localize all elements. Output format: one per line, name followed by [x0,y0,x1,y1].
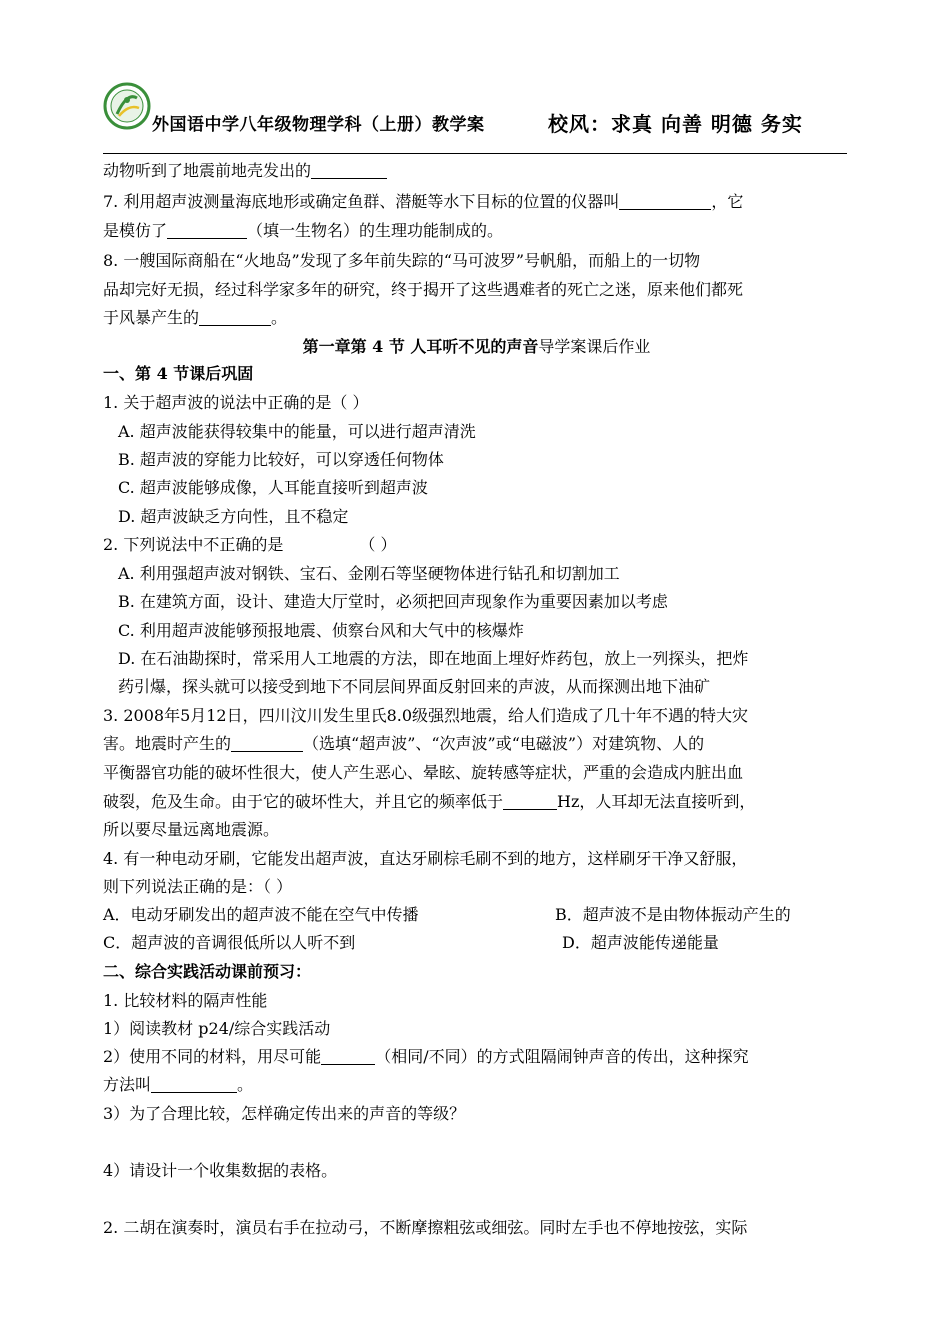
header-motto: 校风：求真 向善 明德 务实 [548,112,803,136]
text: （相同/不同）的方式阻隔闹钟声音的传出，这种探究 [375,1047,749,1066]
text: Hz，人耳却无法直接听到， [557,792,756,811]
answer-blank [199,309,271,326]
answer-blank [151,1076,237,1093]
text: 是模仿了 [103,221,168,240]
option-1a: A. 超声波能获得较集中的能量，可以进行超声清洗 [118,422,476,441]
question-3: 3. 2008年5月12日，四川汶川发生里氏8.0级强烈地震，给人们造成了几十年不遇的特大灾 [103,706,749,725]
question-8-end [103,307,850,329]
question-3-cont: 平衡器官功能的破坏性很大，使人产生恶心、晕眩、旋转感等症状，严重的会造成内脏出血 [103,763,744,782]
text: （填一生物名）的生理功能制成的。 [247,221,504,240]
text: 方法叫 [103,1075,152,1094]
text: 害。地震时产生的 [103,734,232,753]
option-2c: C. 利用超声波能够预报地震、侦察台风和大气中的核爆炸 [118,621,524,640]
text: 7. 利用超声波测量海底地形或确定鱼群、潜艇等水下目标的位置的仪器叫 [103,192,620,211]
activity-1: 1. 比较材料的隔声性能 [103,991,268,1010]
question-7 [103,191,850,213]
text: 动物听到了地震前地壳发出的 [103,161,312,180]
answer-blank [231,735,303,752]
header-divider [103,153,847,154]
option-2a: A. 利用强超声波对钢铁、宝石、金刚石等坚硬物体进行钻孔和切割加工 [118,564,620,583]
question-4-cont: 则下列说法正确的是：（ ） [103,877,293,896]
text: 于风暴产生的 [103,308,200,327]
question-7-cont [103,220,850,242]
text: ，它 [711,192,744,211]
question-8-cont: 品却完好无损，经过科学家多年的研究，终于揭开了这些遇难者的死亡之迷，原来他们都死 [103,280,744,299]
section-title-bold: 第一章第 4 节 人耳听不见的声音 [302,337,539,356]
question-8: 8. 一艘国际商船在“火地岛”发现了多年前失踪的“马可波罗”号帆船，而船上的一切物 [103,251,701,270]
activity-1-step4: 4）请设计一个收集数据的表格。 [103,1161,338,1180]
option-1b: B. 超声波的穿能力比较好，可以穿透任何物体 [118,450,444,469]
option-row [103,932,850,954]
header-title: 外国语中学八年级物理学科（上册）教学案 [152,115,485,135]
option-2b: B. 在建筑方面，设计、建造大厅堂时，必须把回声现象作为重要因素加以考虑 [118,592,668,611]
option-2d-cont: 药引爆，探头就可以接受到地下不同层间界面反射回来的声波，从而探测出地下油矿 [118,677,711,696]
question-1: 1. 关于超声波的说法中正确的是（ ） [103,393,369,412]
answer-blank [311,162,387,179]
activity-1-step2 [103,1046,850,1068]
question-3-cont [103,733,850,755]
option-4d: D．超声波能传递能量 [562,933,719,952]
answer-blank [321,1048,375,1065]
option-1c: C. 超声波能够成像，人耳能直接听到超声波 [118,478,428,497]
text: 破裂，危及生命。由于它的破坏性大，并且它的频率低于 [103,792,504,811]
school-logo [103,82,151,130]
section-title [103,336,850,358]
question-3-end: 所以要尽量远离地震源。 [103,820,280,839]
option-row [103,904,850,926]
text: （ ） [359,535,397,554]
activity-2: 2. 二胡在演奏时，演员右手在拉动弓，不断摩擦粗弦或细弦。同时左手也不停地按弦，实际 [103,1218,748,1237]
option-2d: D. 在石油勘探时，常采用人工地震的方法，即在地面上埋好炸药包，放上一列探头，把炸 [118,649,749,668]
activity-1-step2-cont [103,1074,850,1096]
text: （选填“超声波”、“次声波”或“电磁波”）对建筑物、人的 [303,734,705,753]
text-line [103,160,850,182]
text: 。 [271,308,288,327]
text: 2. 下列说法中不正确的是 [103,535,284,554]
option-1d: D. 超声波缺乏方向性，且不稳定 [118,507,349,526]
question-3-cont [103,791,850,813]
option-4a: A．电动牙刷发出的超声波不能在空气中传播 [103,905,419,924]
section-title-rest: 导学案课后作业 [538,337,651,356]
option-4c: C．超声波的音调很低所以人听不到 [103,933,356,952]
answer-blank [167,222,247,239]
question-2 [103,534,850,556]
answer-blank [619,193,711,210]
part2-heading: 二、综合实践活动课前预习： [103,962,312,981]
part1-heading: 一、第 4 节课后巩固 [103,364,254,383]
question-4: 4. 有一种电动牙刷，它能发出超声波，直达牙刷棕毛刷不到的地方，这样刷牙干净又舒服， [103,849,748,868]
activity-1-step1: 1）阅读教材 p24/综合实践活动 [103,1019,331,1038]
option-4b: B．超声波不是由物体振动产生的 [555,905,791,924]
activity-1-step3: 3）为了合理比较，怎样确定传出来的声音的等级？ [103,1104,466,1123]
text: 。 [237,1075,254,1094]
answer-blank [503,793,557,810]
text: 2）使用不同的材料，用尽可能 [103,1047,322,1066]
